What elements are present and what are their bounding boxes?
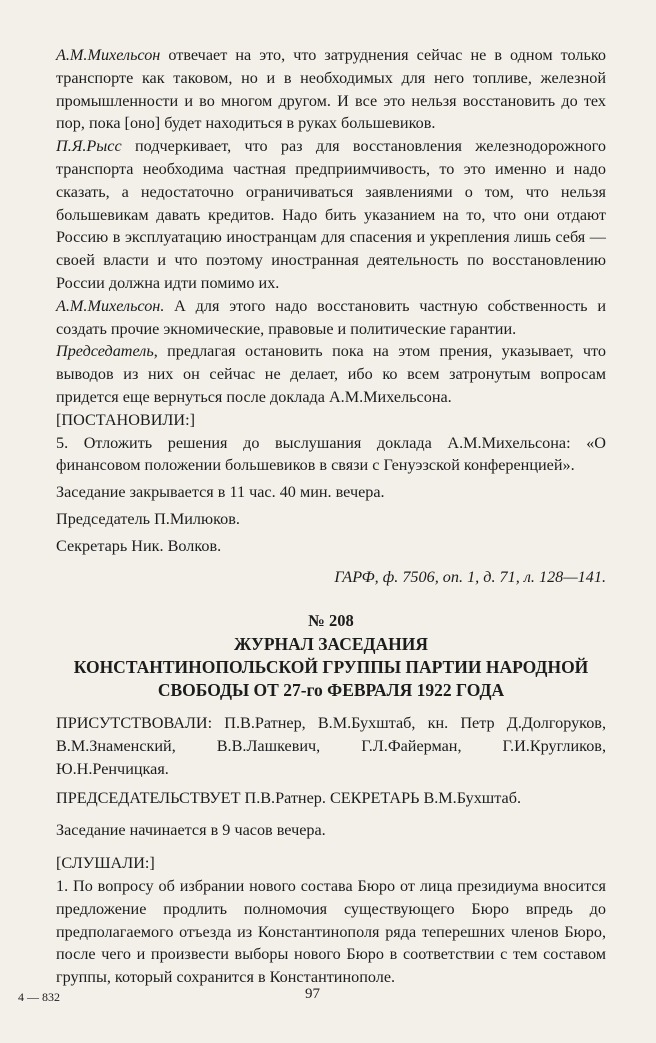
page-number: 97 [305,986,320,1002]
paragraph [56,44,606,135]
secretary-signature: Секретарь Ник. Волков. [56,536,222,555]
document-title-line: КОНСТАНТИНОПОЛЬСКОЙ ГРУППЫ ПАРТИИ НАРОДНОЙ [73,657,589,678]
document-title-line: СВОБОДЫ ОТ 27-го ФЕВРАЛЯ 1922 ГОДА [157,680,505,701]
page-text [56,44,606,989]
speaker-name: А.М.Михельсон [56,46,161,64]
paragraph-text: отвечает на это, что затруднения сейчас не в одном только транспорте как таковом, но и в необходимых для него топливе, железной промышленности и во многом другом. И все это нельзя восстановить до тех пор, пока [оно] будет находиться в руках большевиков. [56,46,606,133]
attendees [56,712,606,780]
resolution-item: 5. Отложить решения до выслушания доклада А.М.Михельсона: «О финансовом положении большевиков в связи с Генуэзской конференцией». [56,433,606,475]
attendees-label: ПРИСУТСТВОВАЛИ: [56,714,213,733]
attendees-block [56,712,606,780]
opening-line: Заседание начинается в 9 часов вечера. [56,821,326,840]
paragraph [56,340,606,408]
speaker-name: Председатель [56,342,154,361]
paragraph [56,135,606,295]
paragraph-text: , предлагая остановить пока на этом прения, указывает, что выводов из них он сейчас не делает, ибо ко всем затронутым вопросам придется еще вернуться после доклада А.М.Михельсона. [56,342,606,406]
heard-heading: [СЛУШАЛИ:] [56,854,155,873]
chairperson-line: ПРЕДСЕДАТЕЛЬСТВУЕТ П.В.Ратнер. СЕКРЕТАРЬ В.М.Бухштаб. [56,788,522,807]
heard-item: 1. По вопросу об избрании нового состава Бюро от лица президиума вносится предложение продлить полномочия существующего Бюро впредь до предполагаемого отъезда из Константинополя ряда теперешних членов Бюро, после чего и произвести выборы нового Бюро в соответствии с тем составом группы, который сохранится в Константинополе. [56,876,606,987]
speaker-name: А.М.Михельсон. [56,296,165,315]
closing-line: Заседание закрывается в 11 час. 40 мин. вечера. [56,483,385,502]
chair-signature: Председатель П.Милюков. [56,509,240,528]
resolved-heading: [ПОСТАНОВИЛИ:] [56,410,195,429]
speaker-name: П.Я.Рысс [56,137,122,156]
paragraph-text: А для этого надо восстановить частную собственность и создать прочие экномические, правовые и политические гарантии. [56,296,606,338]
footer-code: 4 — 832 [18,990,60,1004]
archive-reference: ГАРФ, ф. 7506, оп. 1, д. 71, л. 128—141. [334,567,606,586]
paragraph-text: подчеркивает, что раз для восстановления железнодорожного транспорта необходима частная предприимчивость, то это именно и надо сказать, а недостаточно ограничиваться заявлениями о том, что нельзя большевикам давать кредитов. Надо бить указанием на то, что они отдают Россию в эксплуатацию иностранцам для спасения и укрепления лишь себя — своей власти и что поэтому иностранная деятельность по восстановлению России должна идти помимо их. [56,137,606,292]
attendees-list: П.В.Ратнер, В.М.Бухштаб, кн. Петр Д.Долгоруков, В.М.Знаменский, В.В.Лашкевич, Г.Л.Файерман, Г.И.Кругликов, Ю.Н.Ренчицкая. [56,714,606,778]
document-number: № 208 [308,611,354,631]
paragraph [56,295,606,341]
document-title-line: ЖУРНАЛ ЗАСЕДАНИЯ [233,634,429,655]
